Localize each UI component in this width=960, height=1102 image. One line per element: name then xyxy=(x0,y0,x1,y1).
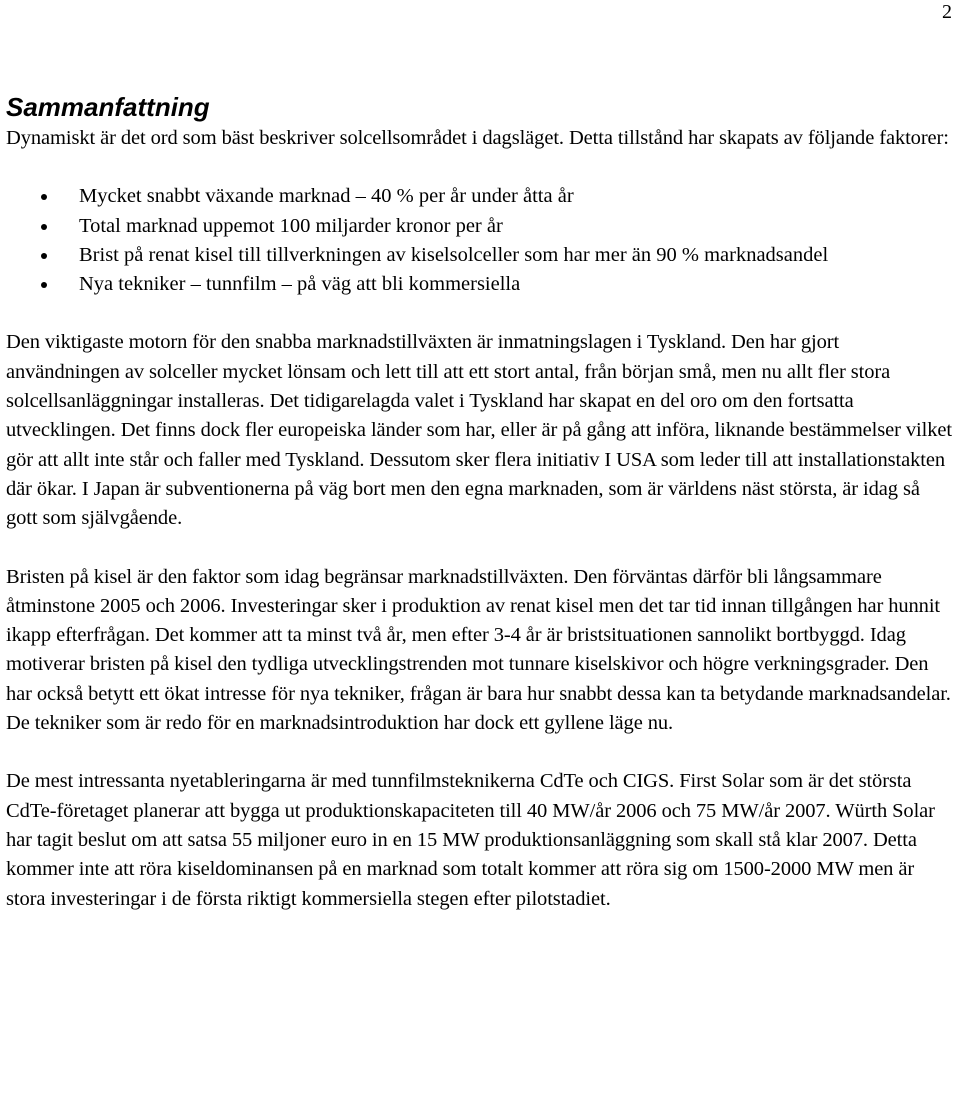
paragraph-thin-film: De mest intressanta nyetableringarna är med tunnfilmsteknikerna CdTe och CIGS. First Solar som är det största CdTe-företaget planerar att bygga ut produktionskapaciteten till 40 MW/år 2006 och 75 MW/år 2007. Würth Solar har tagit beslut om att satsa 55 miljoner euro in en 15 MW produktionsanläggning som skall stå klar 2007. Detta kommer inte att röra kiseldominansen på en marknad som totalt kommer att röra sig om 1500-2000 MW men är stora investeringar i de första riktigt kommersiella stegen efter pilotstadiet. xyxy=(6,770,935,910)
paragraph-silicon-shortage: Bristen på kisel är den faktor som idag begränsar marknadstillväxten. Den förväntas därför bli långsammare åtminstone 2005 och 2006. Investeringar sker i produktion av renat kisel men det tar tid innan tillgången har hunnit ikapp efterfrågan. Det kommer att ta minst två år, men efter 3-4 år är bristsituationen sannolikt bortbyggd. Idag motiverar bristen på kisel den tydliga utvecklingstrenden mot tunnare kiselskivor och högre verkningsgrader. Den har också betytt ett ökat intresse för nya tekniker, frågan är bara hur snabbt dessa kan ta betydande marknadsandelar. De tekniker som är redo för en marknadsintroduktion har dock ett gyllene läge nu. xyxy=(6,565,951,735)
bullet-icon xyxy=(41,224,47,230)
intro-paragraph: Dynamiskt är det ord som bäst beskriver solcellsområdet i dagsläget. Detta tillstånd har skapats av följande faktorer: xyxy=(6,127,949,149)
bullet-icon xyxy=(41,282,47,288)
list-item-text: Brist på renat kisel till tillverkningen av kiselsolceller som har mer än 90 % marknadsandel xyxy=(79,243,829,266)
bullet-icon xyxy=(41,253,47,259)
document-body xyxy=(6,90,954,914)
list-item-text: Total marknad uppemot 100 miljarder kronor per år xyxy=(79,214,503,237)
list-item xyxy=(6,270,954,299)
section-heading: Sammanfattning xyxy=(6,92,210,122)
list-item xyxy=(6,182,954,211)
list-item-text: Mycket snabbt växande marknad – 40 % per år under åtta år xyxy=(79,185,574,208)
paragraph-market-drivers: Den viktigaste motorn för den snabba marknadstillväxten är inmatningslagen i Tyskland. Den har gjort användningen av solceller mycket lönsam och lett till att ett stort antal, från början små, men nu allt fler stora solcellsanläggningar installeras. Det tidigarelagda valet i Tyskland har skapat en del oro om den fortsatta utvecklingen. Det finns dock fler europeiska länder som har, eller är på gång att införa, liknande bestämmelser vilket gör att allt inte står och faller med Tyskland. Dessutom sker flera initiativ I USA som leder till att installationstakten där ökar. I Japan är subventionerna på väg bort men den egna marknaden, som är världens näst största, är idag så gott som självgående. xyxy=(6,331,952,530)
page-number: 2 xyxy=(942,1,952,23)
list-item xyxy=(6,212,954,241)
factor-list xyxy=(6,182,954,299)
list-item-text: Nya tekniker – tunnfilm – på väg att bli kommersiella xyxy=(79,273,521,296)
list-item xyxy=(6,241,954,270)
bullet-icon xyxy=(41,194,47,200)
